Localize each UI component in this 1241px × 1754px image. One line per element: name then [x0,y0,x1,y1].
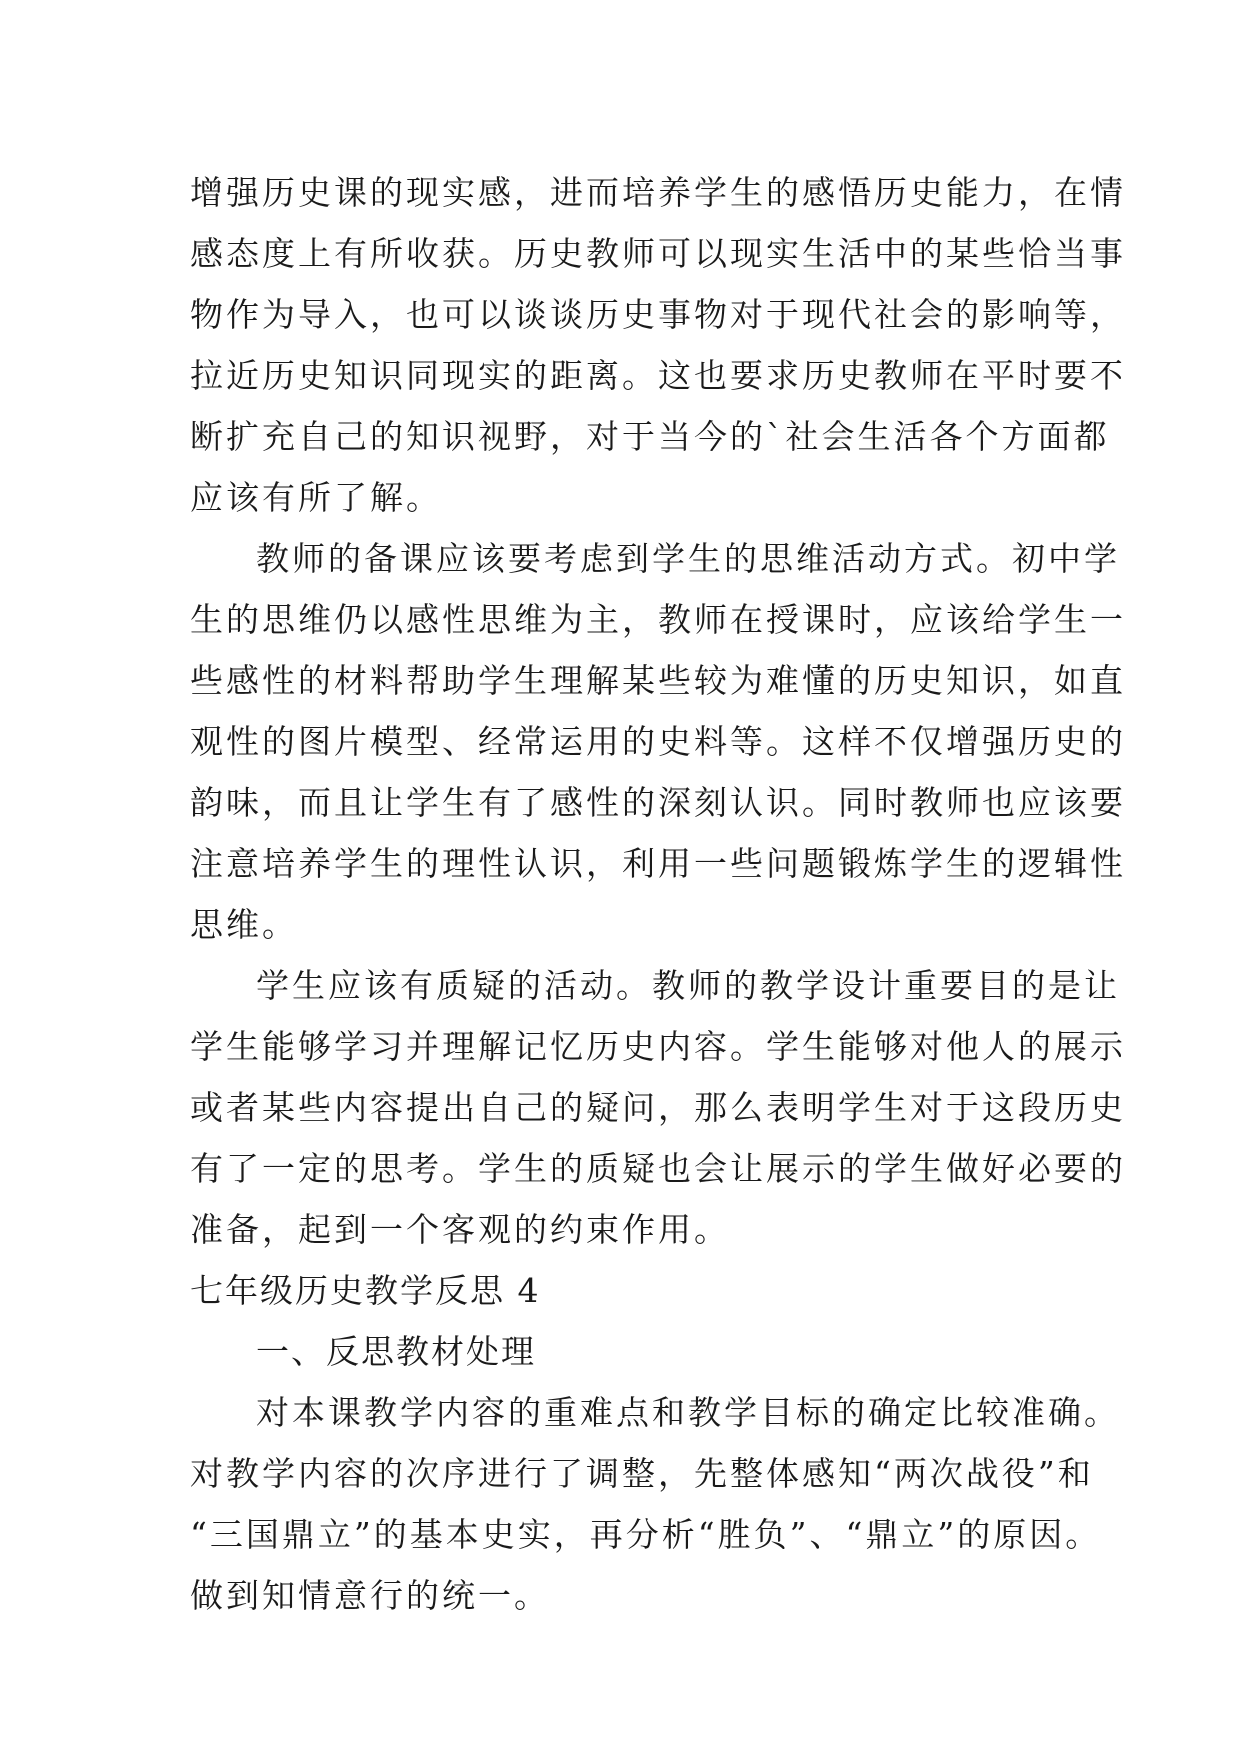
text-line: “三国鼎立”的基本史实，再分析“胜负”、“鼎立”的原因。 [190,1515,1102,1554]
document-body [190,162,1126,1626]
text-line: 增强历史课的现实感，进而培养学生的感悟历史能力，在情 [190,173,1126,212]
text-line: 对本课教学内容的重难点和教学目标的确定比较准确。 [256,1393,1120,1432]
paragraph [190,1382,1120,1626]
text-line: 断扩充自己的知识视野，对于当今的`社会生活各个方面都 [190,417,1110,456]
paragraph [190,528,1126,955]
text-line: 学生应该有质疑的活动。教师的教学设计重要目的是让 [256,966,1120,1005]
paragraph [190,162,1126,528]
text-line: 物作为导入，也可以谈谈历史事物对于现代社会的影响等， [190,295,1126,334]
text-line: 学生能够学习并理解记忆历史内容。学生能够对他人的展示 [190,1027,1126,1066]
text-line: 感态度上有所收获。历史教师可以现实生活中的某些恰当事 [190,234,1126,273]
text-line: 或者某些内容提出自己的疑问，那么表明学生对于这段历史 [190,1088,1126,1127]
text-line: 拉近历史知识同现实的距离。这也要求历史教师在平时要不 [190,356,1126,395]
text-line: 应该有所了解。 [190,478,442,517]
paragraph [190,955,1126,1260]
text-line: 观性的图片模型、经常运用的史料等。这样不仅增强历史的 [190,722,1126,761]
text-line: 对教学内容的次序进行了调整，先整体感知“两次战役”和 [190,1454,1094,1493]
text-line: 思维。 [190,905,298,944]
text-line: 注意培养学生的理性认识，利用一些问题锻炼学生的逻辑性 [190,844,1126,883]
text-line: 韵味，而且让学生有了感性的深刻认识。同时教师也应该要 [190,783,1126,822]
text-line: 有了一定的思考。学生的质疑也会让展示的学生做好必要的 [190,1149,1126,1188]
text-line: 做到知情意行的统一。 [190,1576,550,1615]
subsection-title: 一、反思教材处理 [256,1332,536,1371]
text-line: 教师的备课应该要考虑到学生的思维活动方式。初中学 [256,539,1120,578]
text-line: 准备，起到一个客观的约束作用。 [190,1210,730,1249]
text-line: 生的思维仍以感性思维为主，教师在授课时，应该给学生一 [190,600,1126,639]
text-line: 些感性的材料帮助学生理解某些较为难懂的历史知识，如直 [190,661,1126,700]
section-title: 七年级历史教学反思 4 [190,1271,541,1310]
